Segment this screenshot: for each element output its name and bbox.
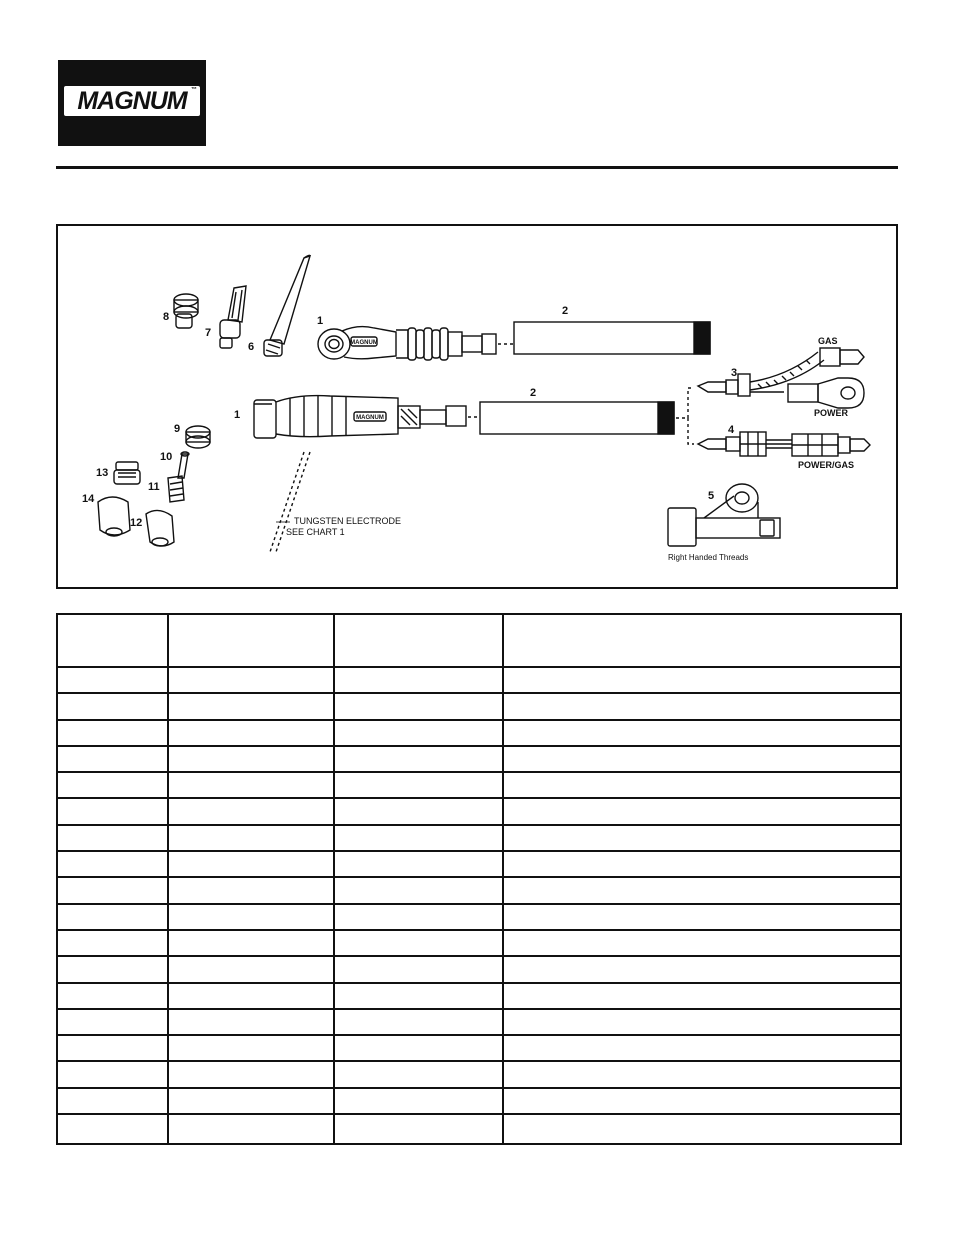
label-power: POWER: [814, 408, 849, 418]
table-cell: [57, 772, 168, 798]
table-cell: [334, 1061, 503, 1087]
hose-connection-bracket: [676, 388, 694, 444]
table-cell: [503, 956, 901, 982]
table-cell: [168, 693, 334, 719]
table-cell: [334, 720, 503, 746]
table-row: [57, 693, 901, 719]
table-cell: [168, 667, 334, 693]
table-cell: [503, 904, 901, 930]
label-tungsten-1: TUNGSTEN ELECTRODE: [294, 516, 402, 526]
callout-1-top: 1: [317, 315, 324, 327]
table-cell: [503, 693, 901, 719]
gas-lens-insulator: [114, 462, 140, 484]
label-threads: Right Handed Threads: [668, 553, 749, 562]
callout-5: 5: [708, 490, 715, 502]
cable-gas-power: [698, 348, 864, 408]
medium-back-cap: [220, 286, 246, 348]
table-row: [57, 720, 901, 746]
table-cell: [168, 1035, 334, 1061]
table-row: [57, 825, 901, 851]
cable-power-gas: [698, 432, 870, 456]
table-cell: [334, 825, 503, 851]
table-cell: [168, 825, 334, 851]
table-row: [57, 746, 901, 772]
table-header-cell: [57, 614, 168, 667]
callout-6: 6: [248, 341, 255, 353]
label-gas: GAS: [818, 336, 838, 346]
table-cell: [334, 746, 503, 772]
callout-8: 8: [163, 311, 170, 323]
callout-1-bottom: 1: [234, 409, 241, 421]
table-cell: [334, 693, 503, 719]
callout-12: 12: [130, 517, 143, 529]
table-row: [57, 851, 901, 877]
table-cell: [503, 1009, 901, 1035]
table-cell: [168, 720, 334, 746]
nozzle-large: [98, 497, 130, 536]
table-cell: [57, 1061, 168, 1087]
table-cell: [334, 1088, 503, 1114]
table-cell: [57, 983, 168, 1009]
table-cell: [57, 720, 168, 746]
handle-brand-top: MAGNUM: [350, 340, 378, 346]
table-row: [57, 877, 901, 903]
table-row: [57, 1009, 901, 1035]
table-cell: [168, 1114, 334, 1144]
torch-body-top: [318, 327, 514, 360]
table-cell: [57, 1009, 168, 1035]
table-cell: [334, 956, 503, 982]
label-tungsten-2: SEE CHART 1: [286, 527, 345, 537]
table-row: [57, 1035, 901, 1061]
collet: [178, 452, 189, 478]
table-cell: [168, 772, 334, 798]
table-header-cell: [334, 614, 503, 667]
table-row: [57, 798, 901, 824]
table-cell: [57, 798, 168, 824]
table-cell: [503, 851, 901, 877]
table-row: [57, 930, 901, 956]
table-cell: [503, 746, 901, 772]
short-back-cap: [174, 294, 198, 328]
table-cell: [168, 877, 334, 903]
table-cell: [503, 772, 901, 798]
table-cell: [57, 667, 168, 693]
table-cell: [503, 1061, 901, 1087]
table-cell: [503, 720, 901, 746]
table-cell: [334, 1035, 503, 1061]
torch-body-bottom: [254, 396, 480, 438]
table-cell: [503, 983, 901, 1009]
callout-9: 9: [174, 423, 181, 435]
gas-lens-body: [168, 476, 184, 502]
table-row: [57, 1061, 901, 1087]
table-cell: [57, 877, 168, 903]
table-cell: [168, 851, 334, 877]
magnum-logo: [58, 60, 206, 146]
hose-cover-bottom: [480, 402, 674, 434]
table-cell: [168, 1009, 334, 1035]
logo-trademark: ™: [191, 87, 197, 93]
table-cell: [168, 956, 334, 982]
tungsten-electrode: [270, 452, 310, 552]
logo-text: MAGNUM: [77, 87, 187, 115]
table-cell: [57, 1088, 168, 1114]
table-cell: [503, 1088, 901, 1114]
table-cell: [503, 877, 901, 903]
table-cell: [503, 798, 901, 824]
callout-7: 7: [205, 327, 212, 339]
table-cell: [334, 851, 503, 877]
table-cell: [334, 877, 503, 903]
table-cell: [334, 1114, 503, 1144]
adapter-part: [668, 484, 780, 546]
table-cell: [168, 983, 334, 1009]
callout-11: 11: [148, 481, 160, 493]
table-cell: [168, 930, 334, 956]
table-row: [57, 1088, 901, 1114]
table-cell: [57, 904, 168, 930]
table-cell: [57, 930, 168, 956]
table-row: [57, 772, 901, 798]
table-cell: [57, 693, 168, 719]
table-header-row: [57, 614, 901, 667]
table-cell: [334, 667, 503, 693]
table-row: [57, 983, 901, 1009]
table-body: [57, 667, 901, 1144]
table-header-cell: [503, 614, 901, 667]
table-row: [57, 904, 901, 930]
table-cell: [334, 930, 503, 956]
table-cell: [503, 1035, 901, 1061]
table-row: [57, 667, 901, 693]
table-cell: [503, 1114, 901, 1144]
table-cell: [168, 1061, 334, 1087]
table-cell: [57, 956, 168, 982]
diagram-svg: [58, 226, 900, 591]
hose-cover-top: [514, 322, 710, 354]
handle-brand-bottom: MAGNUM: [356, 415, 384, 421]
table-cell: [503, 930, 901, 956]
table-row: [57, 956, 901, 982]
table-cell: [503, 667, 901, 693]
logo-plate: [64, 86, 200, 116]
table-cell: [334, 798, 503, 824]
label-power-gas: POWER/GAS: [798, 460, 855, 470]
table-cell: [57, 1114, 168, 1144]
table-cell: [57, 746, 168, 772]
table-cell: [57, 851, 168, 877]
callout-13: 13: [96, 467, 109, 479]
table-cell: [57, 825, 168, 851]
header-rule: [56, 166, 898, 169]
callout-3: 3: [731, 367, 738, 379]
exploded-parts-diagram: [56, 224, 898, 589]
table-cell: [168, 798, 334, 824]
table-cell: [57, 1035, 168, 1061]
table-cell: [168, 1088, 334, 1114]
collet-body: [186, 426, 210, 448]
callout-2-bottom: 2: [530, 387, 537, 399]
table-cell: [334, 983, 503, 1009]
nozzle-small: [146, 510, 174, 546]
table-cell: [503, 825, 901, 851]
table-header-cell: [168, 614, 334, 667]
table-cell: [334, 1009, 503, 1035]
callout-14: 14: [82, 493, 95, 505]
long-back-cap: [264, 255, 310, 356]
callout-2-top: 2: [562, 305, 569, 317]
table-row: [57, 1114, 901, 1144]
table-cell: [334, 772, 503, 798]
table-cell: [168, 746, 334, 772]
callout-4: 4: [728, 424, 735, 436]
table-cell: [334, 904, 503, 930]
callout-10: 10: [160, 451, 173, 463]
table-cell: [168, 904, 334, 930]
parts-table: [56, 613, 902, 1145]
